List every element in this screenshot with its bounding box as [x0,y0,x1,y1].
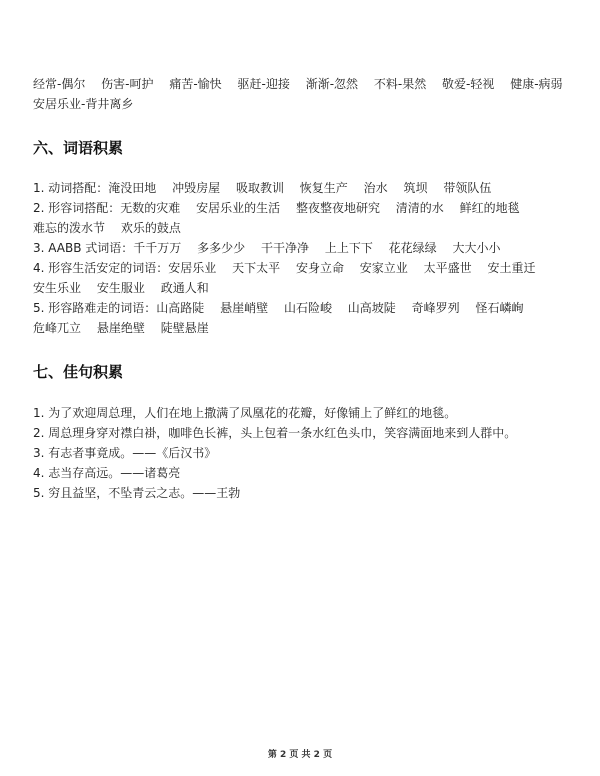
word: 治水 [363,181,388,195]
word: 政通人和 [160,281,209,295]
vocab-item-5 [33,298,536,318]
word: 难忘的泼水节 [33,221,106,235]
item-label: 4. 形容生活安定的词语： [33,261,169,275]
word: 安身立命 [295,261,344,275]
word: 整夜整夜地研究 [295,201,380,215]
antonym-pair: 经常-偶尔 [33,77,86,91]
word: 安生乐业 [33,281,82,295]
sentence-1: 1. 为了欢迎周总理，人们在地上撒满了凤凰花的花瓣，好像铺上了鲜红的地毯。 [33,406,457,420]
antonym-pair: 敬爱-轻视 [442,77,495,91]
antonym-line-1 [33,74,575,94]
word: 带领队伍 [443,181,492,195]
word: 鲜红的地毯 [459,201,520,215]
word: 花花绿绿 [388,241,437,255]
word: 陡壁悬崖 [160,321,209,335]
item-label: 3. AABB 式词语： [33,241,134,255]
antonym-pair: 渐渐-忽然 [305,77,359,91]
antonym-pair: 健康-病弱 [510,77,563,91]
antonym-pair: 安居乐业-背井离乡 [33,97,134,111]
vocab-item-2 [33,198,532,218]
antonym-pair: 痛苦-愉快 [169,77,222,91]
word: 奇峰罗列 [411,301,460,315]
word: 上上下下 [324,241,373,255]
vocab-item-3 [33,238,513,258]
section-6-heading: 六、词语积累 [33,139,124,157]
word: 山石险峻 [283,301,332,315]
word: 干干净净 [260,241,309,255]
antonym-line-2 [33,94,145,114]
antonym-pair: 驱赶-迎接 [237,77,290,91]
item-label: 2. 形容词搭配： [33,201,121,215]
word: 安家立业 [359,261,408,275]
antonym-pair: 伤害-呵护 [101,77,154,91]
word: 怪石嶙峋 [475,301,524,315]
vocab-item-4-continuation [33,278,221,298]
word: 危峰兀立 [33,321,82,335]
sentence-4: 4. 志当存高远。——诸葛亮 [33,466,181,480]
item-label: 5. 形容路难走的词语： [33,301,157,315]
word: 太平盛世 [423,261,472,275]
word: 山高路陡 [156,301,205,315]
word: 欢乐的鼓点 [120,221,181,235]
word: 安土重迁 [487,261,536,275]
word: 清清的水 [395,201,444,215]
word: 恢复生产 [299,181,348,195]
word: 安居乐业 [168,261,217,275]
page-indicator: 第 2 页 共 2 页 [267,750,333,760]
word: 天下太平 [232,261,281,275]
sentence-3: 3. 有志者事竟成。——《后汉书》 [33,446,217,460]
word: 悬崖峭壁 [220,301,269,315]
section-7-heading: 七、佳句积累 [33,363,124,381]
word: 吸取教训 [235,181,284,195]
word: 安居乐业的生活 [196,201,281,215]
word: 悬崖绝壁 [96,321,145,335]
word: 山高坡陡 [347,301,396,315]
word: 多多少少 [197,241,246,255]
item-label: 1. 动词搭配： [33,181,109,195]
vocab-item-1 [33,178,503,198]
word: 安生服业 [96,281,145,295]
word: 淹没田地 [108,181,157,195]
word: 千千万万 [133,241,182,255]
vocab-item-5-continuation [33,318,221,338]
antonym-pair: 不料-果然 [373,77,427,91]
vocab-item-2-continuation [33,218,193,238]
word: 无数的灾难 [120,201,181,215]
sentence-2: 2. 周总理身穿对襟白褂，咖啡色长裤，头上包着一条水红色头巾，笑容满面地来到人群中。 [33,426,517,440]
word: 筑坝 [403,181,428,195]
word: 大大小小 [452,241,501,255]
word: 冲毁房屋 [172,181,221,195]
vocab-item-4 [33,258,548,278]
sentence-5: 5. 穷且益坚，不坠青云之志。——王勃 [33,486,241,500]
